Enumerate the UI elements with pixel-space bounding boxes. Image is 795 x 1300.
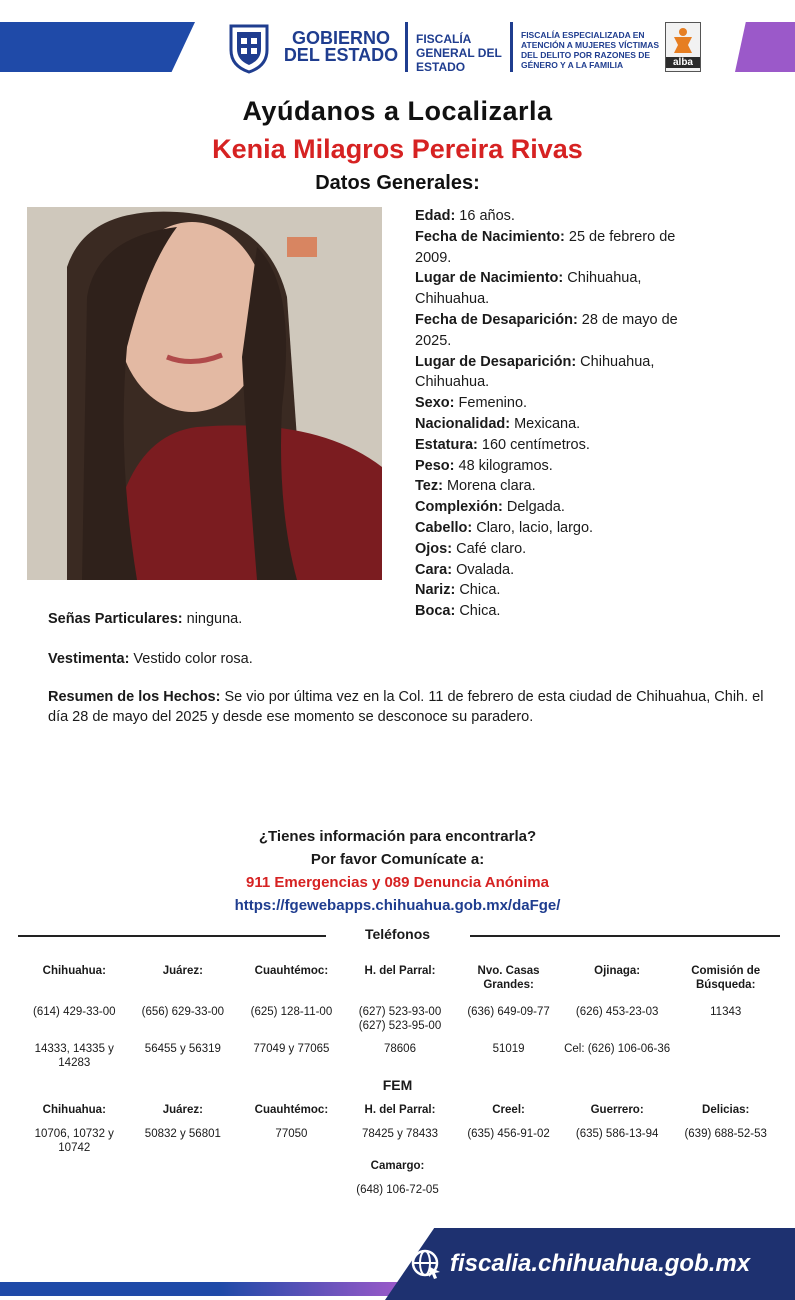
detail-item <box>415 497 715 518</box>
detail-value: Chica. <box>455 603 501 620</box>
extension: 78606 <box>384 1043 416 1055</box>
phone-header: Comisión de Búsqueda: <box>691 965 761 991</box>
fem-row <box>20 1127 780 1155</box>
detail-label: Lugar de Nacimiento: <box>415 270 564 287</box>
phones-title: Teléfonos <box>364 926 431 942</box>
extension <box>671 1042 780 1070</box>
detail-label: Lugar de Desaparición: <box>415 353 577 370</box>
detail-value: Femenino. <box>454 395 528 412</box>
alba-label: alba <box>666 57 700 68</box>
phone-number: (626) 453-23-03 <box>575 1006 659 1018</box>
vestimenta <box>48 649 768 669</box>
globe-cursor-icon <box>410 1248 442 1280</box>
detail-value: Morena clara. <box>442 478 536 495</box>
detail-item <box>415 476 715 497</box>
phone-number: (625) 128-11-00 <box>250 1006 333 1018</box>
detail-label: Edad: <box>415 208 456 224</box>
detail-item <box>415 456 715 477</box>
fem-header: Cuauhtémoc: <box>254 1104 329 1116</box>
resumen-label: Resumen de los Hechos: <box>48 689 221 705</box>
fem-text: FISCALÍA ESPECIALIZADA EN ATENCIÓN A MUJERES VÍCTIMAS DEL DELITO POR RAZONES DE GÉNERO Y A LA FAMILIA <box>521 30 660 70</box>
fem-header: Creel: <box>492 1104 525 1116</box>
detail-value: Mexicana. <box>510 415 581 432</box>
detail-label: Cabello: <box>415 519 473 536</box>
footer-band <box>0 1282 400 1296</box>
general-data-list <box>415 206 715 622</box>
senas-value: ninguna. <box>182 611 243 627</box>
detail-value: 160 centímetros. <box>477 436 590 453</box>
extension: 56455 y 56319 <box>144 1043 221 1055</box>
state-shield-icon <box>227 22 271 74</box>
senas-label: Señas Particulares: <box>48 611 183 627</box>
phone-header: Ojinaga: <box>594 965 641 977</box>
detail-label: Boca: <box>415 603 456 620</box>
contact-question: ¿Tienes información para encontrarla? <box>258 828 537 845</box>
gobierno-del-estado-logo-text: GOBIERNO DEL ESTADO <box>283 28 399 65</box>
page-title: Ayúdanos a Localizarla <box>242 96 553 126</box>
fem-number: (635) 456-91-02 <box>467 1128 550 1140</box>
footer-website[interactable]: fiscalia.chihuahua.gob.mx <box>450 1250 751 1277</box>
detail-item <box>415 560 715 581</box>
detail-item <box>415 352 715 394</box>
resumen-value: Se vio por última vez en la Col. 11 de febrero de esta ciudad de Chihuahua, Chih. el día 28 de mayo del 2025 y desde ese momento se desconoce su paradero. <box>48 689 764 725</box>
detail-item <box>415 435 715 456</box>
detail-label: Peso: <box>415 457 455 474</box>
section-title: Datos Generales: <box>315 172 480 194</box>
detail-value: Café claro. <box>452 540 527 557</box>
detail-label: Nacionalidad: <box>415 415 511 432</box>
fem-number: (639) 688-52-53 <box>684 1128 767 1140</box>
detail-label: Estatura: <box>415 436 478 453</box>
phone-number: (636) 649-09-77 <box>467 1006 550 1018</box>
report-link[interactable]: https://fgewebapps.chihuahua.gob.mx/daFge/ <box>234 897 561 914</box>
detail-value: 48 kilogramos. <box>454 457 553 474</box>
fem-header: Delicias: <box>702 1104 750 1116</box>
emergency-numbers: 911 Emergencias y 089 Denuncia Anónima <box>246 874 549 891</box>
fem-header-row <box>20 1103 780 1117</box>
fem-header: Juárez: <box>162 1104 203 1116</box>
alba-figure-icon <box>666 25 700 55</box>
detail-value: 25 de febrero de 2009. <box>415 228 676 266</box>
phone-number: (614) 429-33-00 <box>33 1006 116 1018</box>
detail-item <box>415 518 715 539</box>
detail-label: Fecha de Desaparición: <box>415 311 578 328</box>
detail-value: 28 de mayo de 2025. <box>415 311 678 349</box>
vestimenta-label: Vestimenta: <box>48 651 130 667</box>
detail-label: Cara: <box>415 561 453 578</box>
extension: 51019 <box>492 1043 525 1055</box>
detail-label: Tez: <box>415 478 443 495</box>
resumen-hechos <box>48 687 768 727</box>
detail-item <box>415 268 715 310</box>
detail-item <box>415 206 715 227</box>
fem-header: Chihuahua: <box>42 1104 106 1116</box>
fem-number: 78425 y 78433 <box>361 1128 439 1140</box>
detail-item <box>415 414 715 435</box>
detail-label: Nariz: <box>415 582 456 599</box>
fem-number: 50832 y 56801 <box>144 1128 221 1140</box>
header-band-right <box>735 22 795 72</box>
fem-header: H. del Parral: <box>364 1104 436 1116</box>
alba-logo <box>665 22 701 72</box>
phone-header: Nvo. Casas Grandes: <box>477 965 540 991</box>
contact-request: Por favor Comunícate a: <box>310 851 485 868</box>
missing-person-photo <box>27 207 382 580</box>
camargo-number: (648) 106-72-05 <box>356 1184 439 1196</box>
extension: 77049 y 77065 <box>253 1043 330 1055</box>
phone-number: (627) 523-93-00 (627) 523-95-00 <box>358 1006 442 1032</box>
detail-label: Ojos: <box>415 540 453 557</box>
phones-row <box>20 1005 780 1033</box>
detail-label: Fecha de Nacimiento: <box>415 228 565 245</box>
detail-value: Delgada. <box>502 499 565 516</box>
phone-header: Cuauhtémoc: <box>254 965 329 977</box>
phone-number: (656) 629-33-00 <box>141 1006 225 1018</box>
phone-header: Juárez: <box>162 965 203 977</box>
header-band-left <box>0 22 195 72</box>
senas-particulares <box>48 609 768 629</box>
phone-header: H. del Parral: <box>364 965 436 977</box>
missing-person-name: Kenia Milagros Pereira Rivas <box>212 134 583 164</box>
detail-value: Chihuahua, Chihuahua. <box>415 270 642 308</box>
fem-number: 77050 <box>275 1128 308 1140</box>
fiscalia-general-text: FISCALÍA GENERAL DEL ESTADO <box>416 32 502 74</box>
detail-label: Complexión: <box>415 499 503 516</box>
detail-value: 16 años. <box>455 208 515 224</box>
detail-label: Sexo: <box>415 395 455 412</box>
fem-number: 10706, 10732 y 10742 <box>34 1128 114 1154</box>
detail-value: Ovalada. <box>452 561 515 578</box>
detail-value: Claro, lacio, largo. <box>472 519 594 536</box>
phone-header: Chihuahua: <box>42 965 106 977</box>
detail-item <box>415 227 715 269</box>
vestimenta-value: Vestido color rosa. <box>129 651 253 667</box>
camargo-label: Camargo: <box>370 1160 425 1172</box>
fem-number: (635) 586-13-94 <box>575 1128 659 1140</box>
extension: 14333, 14335 y 14283 <box>34 1043 114 1069</box>
detail-value: Chihuahua, Chihuahua. <box>415 353 655 391</box>
detail-item <box>415 580 715 601</box>
detail-value: Chica. <box>455 582 501 599</box>
detail-item <box>415 539 715 560</box>
detail-item <box>415 393 715 414</box>
header-divider <box>405 22 408 72</box>
detail-item <box>415 310 715 352</box>
fem-title: FEM <box>382 1077 413 1093</box>
phones-header-row <box>20 964 780 992</box>
phone-number: 11343 <box>710 1006 742 1018</box>
header-divider <box>510 22 513 72</box>
extensions-row <box>20 1042 780 1070</box>
extension: Cel: (626) 106-06-36 <box>564 1043 671 1055</box>
fem-header: Guerrero: <box>590 1104 644 1116</box>
